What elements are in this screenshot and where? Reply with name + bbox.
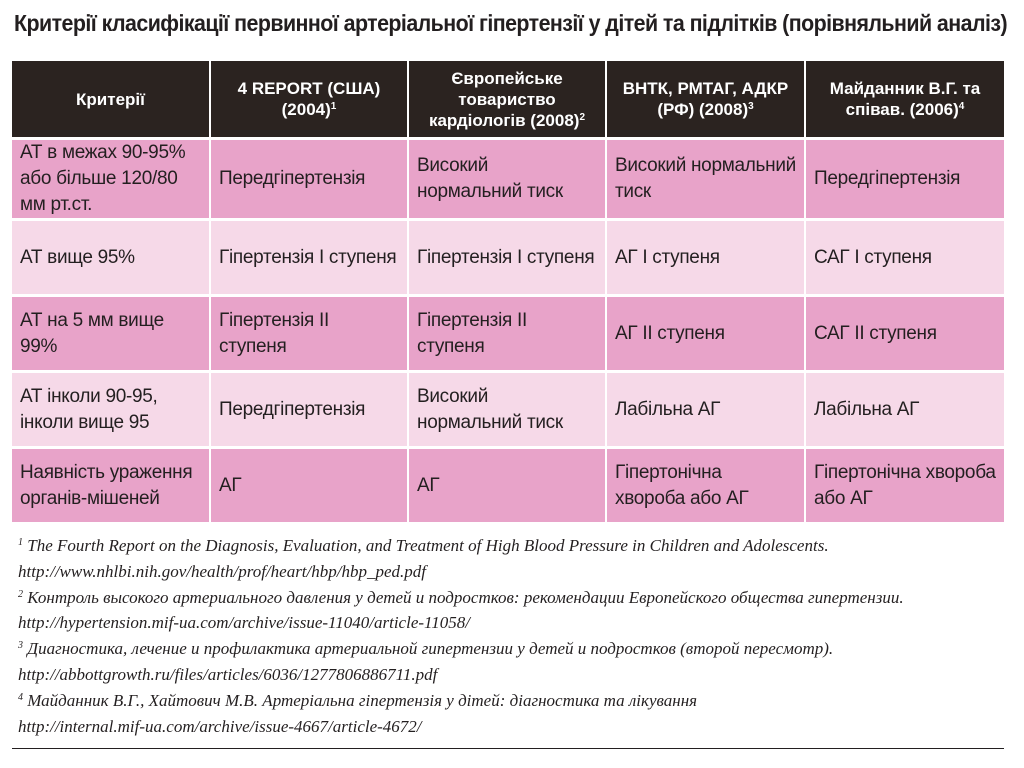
table-cell: Гіпертензія II ступеня <box>210 296 408 372</box>
criteria-table <box>12 61 1004 522</box>
footnote-url[interactable]: http://internal.mif-ua.com/archive/issue-4667/article-4672/ <box>18 716 422 736</box>
table-row <box>12 220 1004 296</box>
table-cell: Передгіпертензія <box>805 139 1004 220</box>
table-cell: Гіпертонічна хвороба або АГ <box>606 448 805 523</box>
table-cell: АГ I ступеня <box>606 220 805 296</box>
footnote: $^2$ Контроль высокого артериального давления у детей и подростков: рекомендации Европейского общества гипертензии. <box>18 587 904 607</box>
header-european-society: Європейське товариство кардіологів $(2008)^2$ <box>408 61 606 139</box>
table-cell: Гіпертонічна хвороба або АГ <box>805 448 1004 523</box>
table-cell: Передгіпертензія <box>210 372 408 448</box>
table-cell: Лабільна АГ <box>805 372 1004 448</box>
table-row <box>12 448 1004 523</box>
footnote-url[interactable]: http://abbottgrowth.ru/files/articles/6036/1277806886711.pdf <box>18 664 438 684</box>
footnote: $^4$ Майданник В.Г., Хайтович М.В. Артеріальна гіпертензія у дітей: діагностика та лікування <box>18 690 698 710</box>
table-cell: Гіпертензія II ступеня <box>408 296 606 372</box>
table-cell: АТ вище 95% <box>12 220 210 296</box>
table-cell: Високий нормальний тиск <box>408 139 606 220</box>
table-cell: Високий нормальний тиск <box>408 372 606 448</box>
header-maidannyk: Майданник В.Г. та співав. $(2006)^4$ <box>805 61 1004 139</box>
header-vntk-rf: ВНТК, РМТАГ, АДКР (РФ) $(2008)^3$ <box>606 61 805 139</box>
footnote-url[interactable]: http://www.nhlbi.nih.gov/health/prof/heart/hbp/hbp_ped.pdf <box>18 561 426 581</box>
table-header-row <box>12 61 1004 139</box>
header-criteria: Критерії <box>12 61 210 139</box>
table-cell: Лабільна АГ <box>606 372 805 448</box>
footnote-url[interactable]: http://hypertension.mif-ua.com/archive/issue-11040/article-11058/ <box>18 613 470 633</box>
table-cell: Наявність ураження органів-мішеней <box>12 448 210 523</box>
table-cell: САГ I ступеня <box>805 220 1004 296</box>
footnote: $^1$ The Fourth Report on the Diagnosis, Evaluation, and Treatment of High Blood Pressure in Children and Adolescents. <box>18 536 829 555</box>
footnote: $^3$ Диагностика, лечение и профилактика артериальной гипертензии у детей и подростков (второй пересмотр). <box>18 639 834 659</box>
table-row <box>12 372 1004 448</box>
table-cell: АТ в межах 90-95% або більше 120/80 мм рт.ст. <box>12 139 210 220</box>
table-row <box>12 139 1004 220</box>
table-cell: АТ на 5 мм вище 99% <box>12 296 210 372</box>
footnotes <box>18 533 1008 739</box>
table-cell: Передгіпертензія <box>210 139 408 220</box>
header-4-report: 4 REPORT (США) $(2004)^1$ <box>210 61 408 139</box>
table-row <box>12 296 1004 372</box>
page-title: Критерії класифікації первинної артеріальної гіпертензії у дітей та підлітків (порівняльний аналіз) <box>14 10 1008 36</box>
table-cell: АГ II ступеня <box>606 296 805 372</box>
table-cell: Гіпертензія I ступеня <box>210 220 408 296</box>
table-cell: САГ II ступеня <box>805 296 1004 372</box>
table-cell: АГ <box>210 448 408 523</box>
bottom-divider <box>12 748 1004 749</box>
table-cell: Гіпертензія I ступеня <box>408 220 606 296</box>
table-cell: АГ <box>408 448 606 523</box>
table-cell: Високий нормальний тиск <box>606 139 805 220</box>
table-cell: АТ інколи 90-95, інколи вище 95 <box>12 372 210 448</box>
